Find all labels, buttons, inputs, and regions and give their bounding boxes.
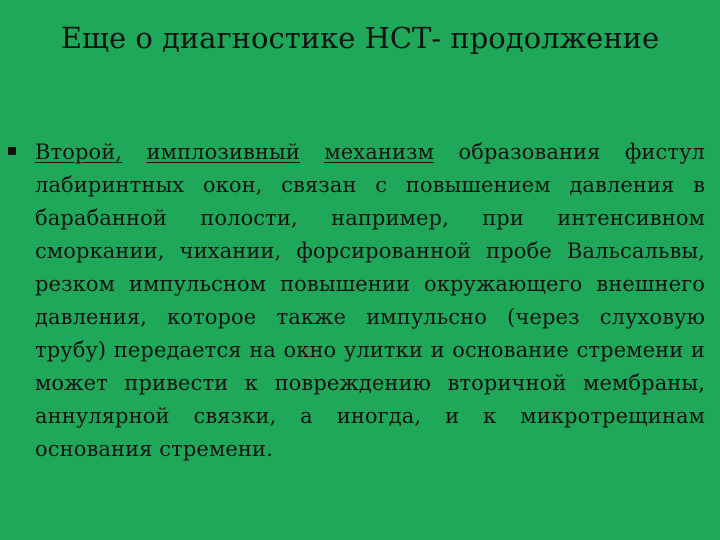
keyword-implosive: имплозивный [146,140,300,164]
bullet-paragraph [35,136,705,466]
keyword-second: Второй, [35,140,123,164]
bullet-marker-icon [8,147,16,155]
bullet-body-text: образования фистул лабиринтных окон, связан с повышением давления в барабанной полости, например, при интенсивном сморкании, чихании, форсированной пробе Вальсальвы, резком импульсном повышении окружающего внешнего давления, которое также импульсно (через слуховую трубу) передается на окно улитки и основание стремени и может привести к повреждению вторичной мембраны, аннулярной связки, а иногда, и к микротрещинам основания стремени. [35,140,705,461]
keyword-mechanism: механизм [324,140,435,164]
slide-title: Еще о диагностике НСТ- продолжение [60,21,660,55]
